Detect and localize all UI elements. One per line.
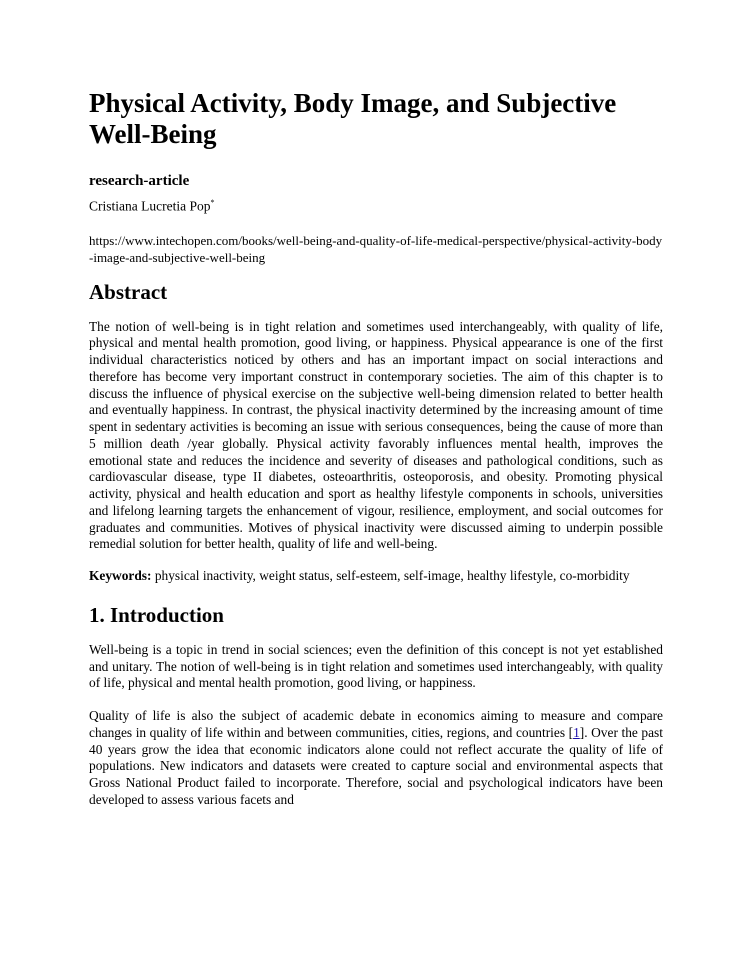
abstract-heading: Abstract	[89, 279, 168, 304]
keywords-label: Keywords:	[89, 568, 152, 583]
intro-p2-text-after: ]. Over the past 40 years grow the idea that economic indicators alone could not reflect accurate the quality of life of populations. New indicators and datasets were created to capture social and environmental aspects that Gross National Product failed to incorporate. Therefore, social and psychological indicators have been developed to assess various facets and	[89, 724, 663, 807]
introduction-heading: 1. Introduction	[89, 602, 224, 627]
author-name[interactable]: Cristiana Lucretia Pop	[89, 198, 211, 214]
abstract-text: The notion of well-being is in tight relation and sometimes used interchangeably, with quality of life, physical and mental health promotion, good living, or happiness. Physical appearance is one of the first individual characteristics noticed by others and has an important impact on social interactions and therefore has become very important construct in contemporary societies. The aim of this chapter is to discuss the influence of physical exercise on the subjective well-being dimension related to better health and eventually happiness. In contrast, the physical inactivity determined by the increasing amount of time spent in sedentary activities is becoming an issue with serious consequences, being the cause of more than 5 million death /year globally. Physical activity favorably influences mental health, improves the emotional state and reduces the incidence and severity of diseases and pathological conditions, such as cardiovascular disease, type II diabetes, osteoarthritis, osteoporosis, and obesity. Promoting physical activity, physical and health education and sport as healthy lifestyle components in schools, universities and lifelong learning targets the enhancement of vigour, resilience, employment, and social outcomes for graduates and communities. Motives of physical inactivity were discussed aiming to underpin possible remedial solution for better health, quality of life and well-being.	[89, 318, 663, 552]
keywords-text: physical inactivity, weight status, self-esteem, self-image, healthy lifestyle, co-morbidity	[154, 568, 630, 583]
source-url[interactable]: https://www.intechopen.com/books/well-being-and-quality-of-life-medical-perspective/physical-activity-body-image-and-subjective-well-being	[89, 232, 663, 265]
author-line	[89, 194, 663, 215]
intro-p2-text-before: Quality of life is also the subject of academic debate in economics aiming to measure and compare changes in quality of life within and between communities, cities, regions, and countries [	[89, 708, 663, 740]
article-type: research-article	[89, 173, 190, 189]
page-title: Physical Activity, Body Image, and Subjective Well-Being	[89, 88, 617, 149]
introduction-paragraph-2	[89, 708, 663, 809]
introduction-paragraph-1: Well-being is a topic in trend in social sciences; even the definition of this concept is not yet established and unitary. The notion of well-being is in tight relation and sometimes used interchangeably, with quality of life, physical and mental health promotion, good living, or happiness.	[89, 641, 663, 691]
document-page	[89, 88, 663, 809]
citation-link-1[interactable]: 1	[573, 724, 580, 740]
author-mark: *	[210, 198, 215, 207]
keywords	[89, 568, 663, 585]
